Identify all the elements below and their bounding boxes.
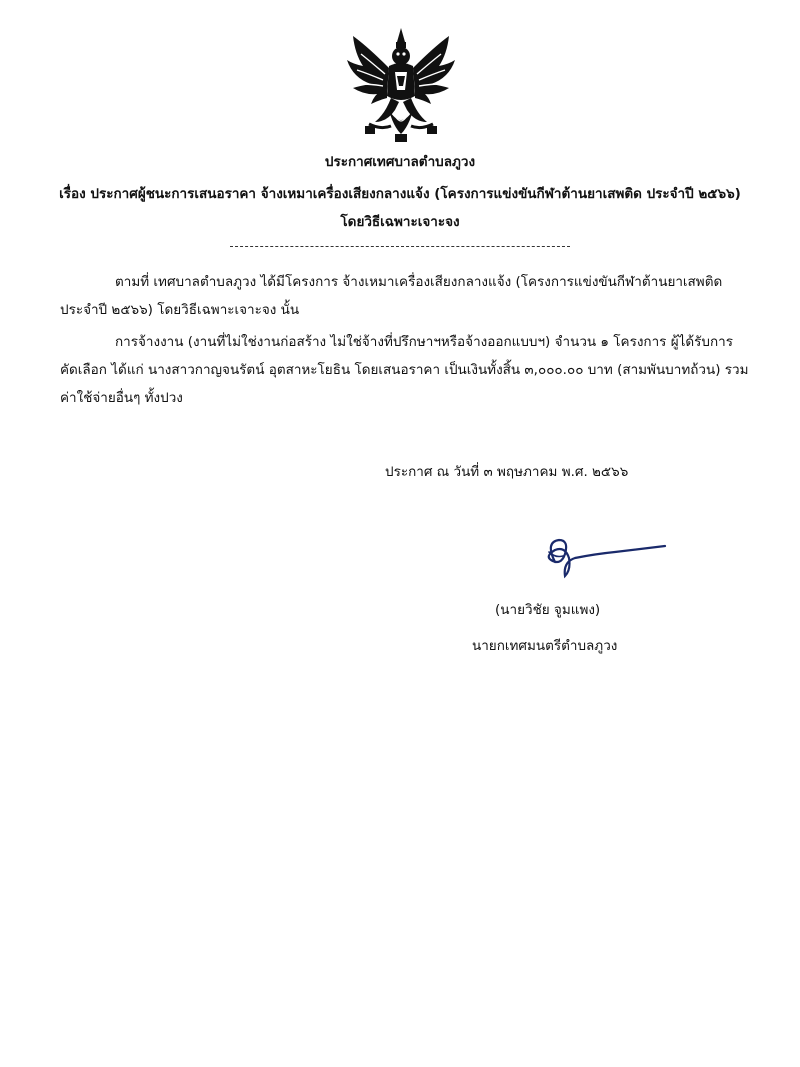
- signer-position: นายกเทศมนตรีตำบลภูวง: [472, 638, 618, 654]
- document-subject: เรื่อง ประกาศผู้ชนะการเสนอราคา จ้างเหมาเครื่องเสียงกลางแจ้ง (โครงการแข่งขันกีฬาต้านยาเสพติด ประจำปี ๒๕๖๖) โดยวิธีเฉพาะเจาะจง: [59, 186, 741, 230]
- document-title: ประกาศเทศบาลตำบลภูวง: [324, 154, 476, 170]
- handwritten-signature: [535, 532, 675, 582]
- announcement-date: ประกาศ ณ วันที่ ๓ พฤษภาคม พ.ศ. ๒๕๖๖: [385, 464, 629, 480]
- body-paragraph-1: ตามที่ เทศบาลตำบลภูวง ได้มีโครงการ จ้างเหมาเครื่องเสียงกลางแจ้ง (โครงการแข่งขันกีฬาต้านยาเสพติด ประจำปี ๒๕๖๖) โดยวิธีเฉพาะเจาะจง นั้น: [60, 274, 723, 318]
- body-paragraph-2: การจ้างงาน (งานที่ไม่ใช่งานก่อสร้าง ไม่ใช่จ้างที่ปรึกษาฯหรือจ้างออกแบบฯ) จำนวน ๑ โครงการ ผู้ได้รับการคัดเลือก ได้แก่ นางสาวกาญจนรัตน์ อุตสาหะโยธิน โดยเสนอราคา เป็นเงินทั้งสิ้น ๓,๐๐๐.๐๐ บาท (สามพันบาทถ้วน) รวมค่าใช้จ่ายอื่นๆ ทั้งปวง: [60, 334, 749, 406]
- signer-name: (นายวิชัย จูมแพง): [495, 602, 601, 618]
- garuda-emblem-icon: [345, 26, 457, 144]
- divider: [230, 246, 570, 247]
